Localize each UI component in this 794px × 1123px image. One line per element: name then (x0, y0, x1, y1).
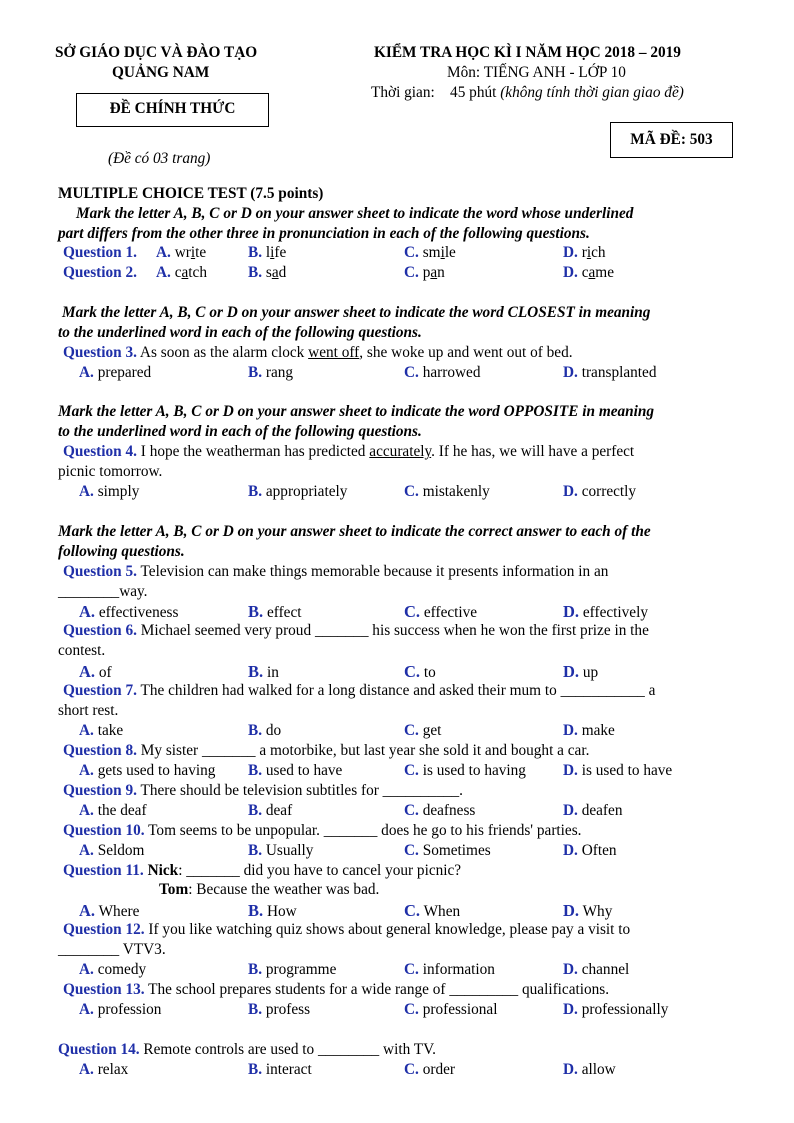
q11-option-d[interactable]: D. Why (563, 901, 613, 920)
instruction-pronunciation-2: part differs from the other three in pronunciation in each of the following questions. (58, 225, 590, 242)
q4-option-a[interactable]: A. simply (79, 483, 140, 500)
question-1 (63, 244, 137, 262)
q13-option-b[interactable]: B. profess (248, 1001, 311, 1018)
q10-option-a[interactable]: A. Seldom (79, 842, 145, 859)
official-box (76, 93, 269, 127)
q14-option-c[interactable]: C. order (404, 1061, 455, 1078)
question-12-cont: ________ VTV3. (58, 941, 166, 958)
q5-option-c[interactable]: C. effective (404, 602, 478, 621)
question-3: Question 3. As soon as the alarm clock went off, she woke up and went out of bed. (63, 344, 573, 361)
q12-option-a[interactable]: A. comedy (79, 961, 147, 978)
dept-line-2: QUẢNG NAM (112, 64, 210, 81)
q2-option-b[interactable]: B. sad (248, 264, 287, 281)
instruction-closest-1: Mark the letter A, B, C or D on your answer sheet to indicate the word CLOSEST in meaning (62, 304, 651, 321)
question-7-cont: short rest. (58, 702, 119, 719)
q12-option-d[interactable]: D. channel (563, 961, 630, 978)
q2-option-a[interactable]: A. catch (156, 264, 207, 281)
q6-option-a[interactable]: A. of (79, 662, 112, 681)
exam-title: KIỂM TRA HỌC KÌ I NĂM HỌC 2018 – 2019 (374, 44, 681, 61)
question-9: Question 9. There should be television subtitles for __________. (63, 782, 463, 799)
q11-option-c[interactable]: C. When (404, 901, 461, 920)
question-4: Question 4. I hope the weatherman has predicted accurately. If he has, we will have a perfect (63, 443, 635, 460)
question-2 (63, 264, 137, 282)
q9-option-c[interactable]: C. deafness (404, 802, 476, 819)
time-value: 45 phút (450, 84, 497, 101)
exam-code-box (610, 122, 733, 158)
q3-option-a[interactable]: A. prepared (79, 364, 152, 381)
q1-option-b[interactable]: B. life (248, 244, 287, 261)
q6-option-b[interactable]: B. in (248, 662, 279, 681)
q14-option-a[interactable]: A. relax (79, 1061, 129, 1078)
q11-option-a[interactable]: A. Where (79, 901, 140, 920)
q13-option-a[interactable]: A. profession (79, 1001, 162, 1018)
q9-option-b[interactable]: B. deaf (248, 802, 293, 819)
instruction-correct-2: following questions. (58, 543, 185, 560)
q6-option-d[interactable]: D. up (563, 662, 599, 681)
q1-option-c[interactable]: C. smile (404, 244, 456, 261)
q4-option-c[interactable]: C. mistakenly (404, 483, 490, 500)
q10-option-b[interactable]: B. Usually (248, 842, 314, 859)
question-label: Question 2. (63, 264, 137, 281)
question-11: Question 11. Nick: _______ did you have to cancel your picnic? (63, 862, 462, 879)
q4-option-b[interactable]: B. appropriately (248, 483, 348, 500)
question-13: Question 13. The school prepares students for a wide range of _________ qualifications. (63, 981, 610, 998)
q4-option-d[interactable]: D. correctly (563, 483, 637, 500)
q6-option-c[interactable]: C. to (404, 662, 436, 681)
instruction-opposite-2: to the underlined word in each of the following questions. (58, 423, 422, 440)
q14-option-d[interactable]: D. allow (563, 1061, 616, 1078)
q12-option-c[interactable]: C. information (404, 961, 495, 978)
dept-line-1: SỞ GIÁO DỤC VÀ ĐÀO TẠO (55, 44, 258, 61)
q7-option-a[interactable]: A. take (79, 722, 124, 739)
question-8: Question 8. My sister _______ a motorbike, but last year she sold it and bought a car. (63, 742, 590, 759)
section-title: MULTIPLE CHOICE TEST (7.5 points) (58, 185, 324, 202)
question-10: Question 10. Tom seems to be unpopular. _______ does he go to his friends' parties. (63, 822, 582, 839)
question-12: Question 12. If you like watching quiz shows about general knowledge, please pay a visit to (63, 921, 631, 938)
time-note: (không tính thời gian giao đề) (500, 84, 684, 101)
exam-code: MÃ ĐỀ: 503 (630, 131, 713, 148)
q10-option-c[interactable]: C. Sometimes (404, 842, 491, 859)
time-label: Thời gian: (371, 84, 435, 101)
question-4-cont: picnic tomorrow. (58, 463, 163, 480)
q14-option-b[interactable]: B. interact (248, 1061, 312, 1078)
question-6-cont: contest. (58, 642, 106, 659)
question-11-reply: Tom: Because the weather was bad. (159, 881, 380, 898)
q8-option-b[interactable]: B. used to have (248, 762, 343, 779)
question-6: Question 6. Michael seemed very proud _______ his success when he won the first prize in the (63, 622, 649, 639)
q10-option-d[interactable]: D. Often (563, 842, 617, 859)
question-5: Question 5. Television can make things memorable because it presents information in an (63, 563, 609, 580)
q8-option-a[interactable]: A. gets used to having (79, 762, 216, 779)
exam-subject: Môn: TIẾNG ANH - LỚP 10 (447, 64, 626, 81)
instruction-closest-2: to the underlined word in each of the following questions. (58, 324, 422, 341)
q3-option-b[interactable]: B. rang (248, 364, 294, 381)
q5-option-a[interactable]: A. effectiveness (79, 602, 179, 621)
question-label: Question 1. (63, 244, 137, 261)
q12-option-b[interactable]: B. programme (248, 961, 337, 978)
q2-option-c[interactable]: C. pan (404, 264, 445, 281)
q7-option-d[interactable]: D. make (563, 722, 615, 739)
q13-option-d[interactable]: D. professionally (563, 1001, 669, 1018)
q9-option-d[interactable]: D. deafen (563, 802, 623, 819)
instruction-opposite-1: Mark the letter A, B, C or D on your answer sheet to indicate the word OPPOSITE in meaning (58, 403, 655, 420)
q7-option-b[interactable]: B. do (248, 722, 282, 739)
q11-option-b[interactable]: B. How (248, 901, 297, 920)
q1-option-a[interactable]: A. write (156, 244, 207, 261)
pages-note: (Đề có 03 trang) (108, 150, 211, 167)
q5-option-b[interactable]: B. effect (248, 602, 302, 621)
exam-time (371, 84, 684, 102)
q3-option-d[interactable]: D. transplanted (563, 364, 657, 381)
q1-option-d[interactable]: D. rich (563, 244, 606, 261)
question-5-cont: ________way. (58, 583, 148, 600)
q7-option-c[interactable]: C. get (404, 722, 442, 739)
instruction-correct-1: Mark the letter A, B, C or D on your answer sheet to indicate the correct answer to each of the (58, 523, 651, 540)
q2-option-d[interactable]: D. came (563, 264, 614, 281)
q3-option-c[interactable]: C. harrowed (404, 364, 481, 381)
q8-option-d[interactable]: D. is used to have (563, 762, 673, 779)
q13-option-c[interactable]: C. professional (404, 1001, 498, 1018)
q8-option-c[interactable]: C. is used to having (404, 762, 526, 779)
q9-option-a[interactable]: A. the deaf (79, 802, 147, 819)
instruction-pronunciation-1: Mark the letter A, B, C or D on your answer sheet to indicate the word whose underlined (76, 205, 634, 222)
question-7: Question 7. The children had walked for a long distance and asked their mum to ___________ a (63, 682, 656, 699)
q5-option-d[interactable]: D. effectively (563, 602, 648, 621)
question-14: Question 14. Remote controls are used to ________ with TV. (58, 1041, 437, 1058)
official-label: ĐỀ CHÍNH THỨC (109, 100, 236, 117)
